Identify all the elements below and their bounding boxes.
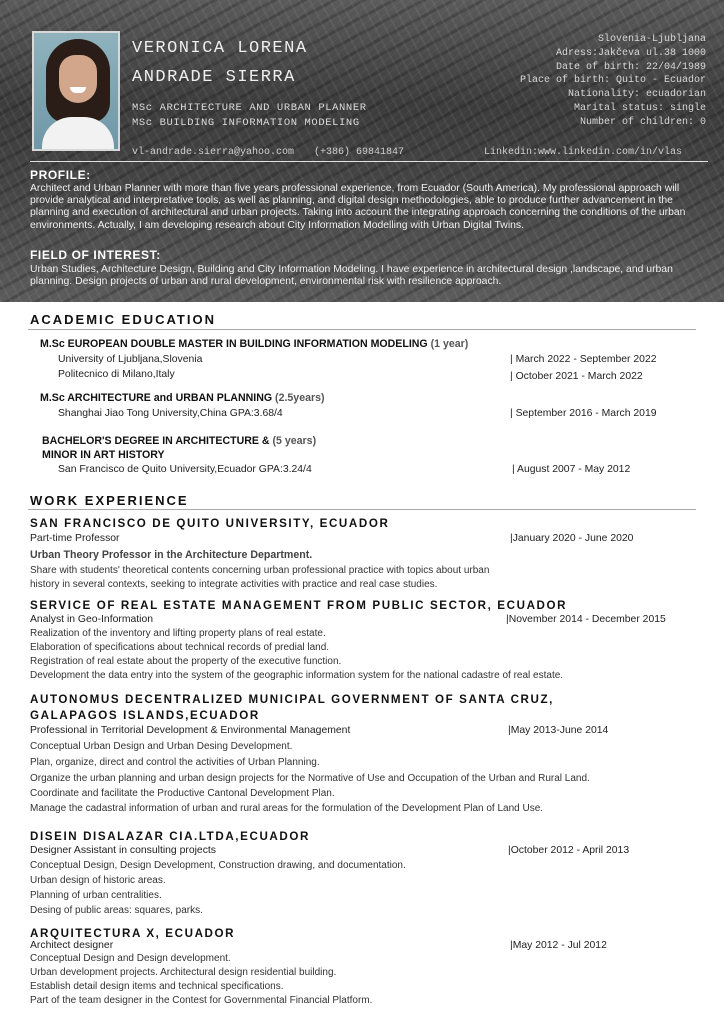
work-heading: WORK EXPERIENCE — [30, 493, 189, 508]
header-divider — [30, 161, 708, 162]
job-detail: Realization of the inventory and lifting property plans of real estate. — [30, 628, 326, 639]
job-employer: ARQUITECTURA X, ECUADOR — [30, 927, 236, 940]
job-detail: Planning of urban centralities. — [30, 890, 162, 901]
profile-photo — [32, 31, 120, 151]
interest-text: Urban Studies, Architecture Design, Building and City Information Modeling. I have experience in architectural design ,landscape, and urban planning. Design projects of urban and rural development, environmental risk with resilience approach. — [30, 264, 673, 288]
job-detail: Development the data entry into the system of the geographic information system for the national cadastre of real estate. — [30, 670, 564, 681]
email-link[interactable]: vl-andrade.sierra@yahoo.com — [132, 147, 295, 158]
job-employer: SERVICE OF REAL ESTATE MANAGEMENT FROM PUBLIC SECTOR, ECUADOR — [30, 599, 568, 612]
job-detail: Conceptual Design, Design Development, Construction drawing, and documentation. — [30, 860, 406, 871]
personal-marital-status: Marital status: single — [573, 102, 706, 114]
job-detail: Conceptual Urban Design and Urban Desing Development. — [30, 741, 293, 752]
degree-line-2: MSc BUILDING INFORMATION MODELING — [132, 117, 360, 129]
degree-duration: (5 years) — [272, 435, 317, 447]
job-highlight: Urban Theory Professor in the Architecture Department. — [30, 549, 313, 561]
degree-duration: (1 year) — [430, 338, 469, 350]
degree-line-1: MSc ARCHITECTURE AND URBAN PLANNER — [132, 102, 367, 114]
job-detail: Share with students' theoretical contents concerning urban professional practice with topics about urban — [30, 565, 490, 576]
job-dates: |May 2013-June 2014 — [508, 725, 609, 736]
phone-number: (+386) 69841847 — [314, 147, 405, 158]
personal-nationality: Nationality: ecuadorian — [567, 89, 706, 101]
job-dates: |January 2020 - June 2020 — [510, 533, 634, 544]
personal-address: Adress:Jakčeva ul.38 1000 — [555, 47, 706, 59]
name-line-1: VERONICA LORENA — [132, 39, 308, 58]
degree-title — [40, 392, 325, 404]
linkedin-link[interactable]: Linkedin:www.linkedin.com/in/vlas — [484, 147, 683, 158]
job-dates: |November 2014 - December 2015 — [506, 614, 666, 625]
personal-info — [520, 33, 706, 130]
job-employer: DISEIN DISALAZAR CIA.LTDA,ECUADOR — [30, 830, 310, 843]
job-detail: Organize the urban planning and urban design projects for the Normative of Use and Occupation of the Urban and Rural Land. — [30, 773, 590, 784]
job-detail: Elaboration of specifications about technical records of predial land. — [30, 642, 330, 653]
personal-children: Number of children: 0 — [579, 116, 706, 128]
school-dates: | March 2022 - September 2022 — [510, 354, 657, 365]
personal-location: Slovenia-Ljubljana — [597, 34, 706, 45]
name-line-2: ANDRADE SIERRA — [132, 68, 296, 87]
education-divider — [28, 329, 696, 330]
job-employer: AUTONOMUS DECENTRALIZED MUNICIPAL GOVERNMENT OF SANTA CRUZ, — [30, 693, 555, 706]
job-employer-line-2: GALAPAGOS ISLANDS,ECUADOR — [30, 709, 260, 722]
job-role: Part-time Professor — [30, 533, 120, 544]
job-role: Analyst in Geo-Information — [30, 614, 154, 625]
job-detail: Part of the team designer in the Contest for Governmental Financial Platform. — [30, 995, 373, 1006]
job-detail: Urban design of historic areas. — [30, 875, 166, 886]
job-role: Designer Assistant in consulting projects — [30, 845, 216, 856]
job-dates: |May 2012 - Jul 2012 — [510, 940, 607, 951]
job-detail: Establish detail design items and technical specifications. — [30, 981, 284, 992]
job-detail: Desing of public areas: squares, parks. — [30, 905, 203, 916]
school-dates: | September 2016 - March 2019 — [510, 408, 657, 419]
degree-title — [40, 338, 468, 350]
personal-birth-date: Date of birth: 22/04/1989 — [555, 61, 706, 73]
degree-title — [42, 435, 316, 447]
job-dates: |October 2012 - April 2013 — [508, 845, 630, 856]
job-employer: SAN FRANCISCO DE QUITO UNIVERSITY, ECUADOR — [30, 517, 390, 530]
personal-birth-place: Place of birth: Quito - Ecuador — [519, 75, 706, 87]
degree-duration: (2.5years) — [275, 392, 325, 404]
job-role: Professional in Territorial Development & Environmental Management — [30, 725, 351, 736]
degree-name: M.Sc ARCHITECTURE and URBAN PLANNING — [40, 392, 273, 404]
job-detail: Registration of real estate about the property of the executive function. — [30, 656, 342, 667]
school-name: Shanghai Jiao Tong University,China GPA:3.68/4 — [58, 408, 283, 419]
school-dates: | August 2007 - May 2012 — [512, 464, 631, 475]
school-name: San Francisco de Quito University,Ecuador GPA:3.24/4 — [58, 464, 312, 475]
school-name: University of Ljubljana,Slovenia — [58, 354, 203, 365]
interest-heading: FIELD OF INTEREST: — [30, 248, 161, 262]
profile-heading: PROFILE: — [30, 168, 91, 182]
school-name: Politecnico di Milano,Italy — [58, 369, 175, 380]
job-role: Architect designer — [30, 940, 114, 951]
job-detail: Manage the cadastral information of urban and rural areas for the formulation of the Development Plan of Land Use. — [30, 803, 544, 814]
degree-name-line-2: MINOR IN ART HISTORY — [42, 449, 165, 461]
header-banner — [0, 0, 724, 302]
degree-name: M.Sc EUROPEAN DOUBLE MASTER IN BUILDING INFORMATION MODELING — [40, 338, 428, 350]
job-detail: Urban development projects. Architectural design residential building. — [30, 967, 337, 978]
job-detail: history in several contexts, seeking to integrate activities with practice and real case studies. — [30, 579, 438, 590]
job-detail: Conceptual Design and Design development. — [30, 953, 231, 964]
school-dates: | October 2021 - March 2022 — [510, 371, 643, 382]
work-divider — [28, 509, 696, 510]
education-heading: ACADEMIC EDUCATION — [30, 312, 216, 327]
degree-name: BACHELOR'S DEGREE IN ARCHITECTURE & — [42, 435, 270, 447]
job-detail: Coordinate and facilitate the Productive Cantonal Development Plan. — [30, 788, 335, 799]
profile-text: Architect and Urban Planner with more than five years professional experience, from Ecuador (South America). My professional approach will provide analytical and interpretative tools, as well as planning, and digital design methodologies, able to produce further advancement in the planning and execution of architectural and urban projects. Taking into account the integrating approach concerning the conditions of the urban environments. Actually, I am developing research about City Information Modelling with Urban Digital Twins. — [30, 183, 686, 231]
job-detail: Plan, organize, direct and control the activities of Urban Planning. — [30, 757, 320, 768]
